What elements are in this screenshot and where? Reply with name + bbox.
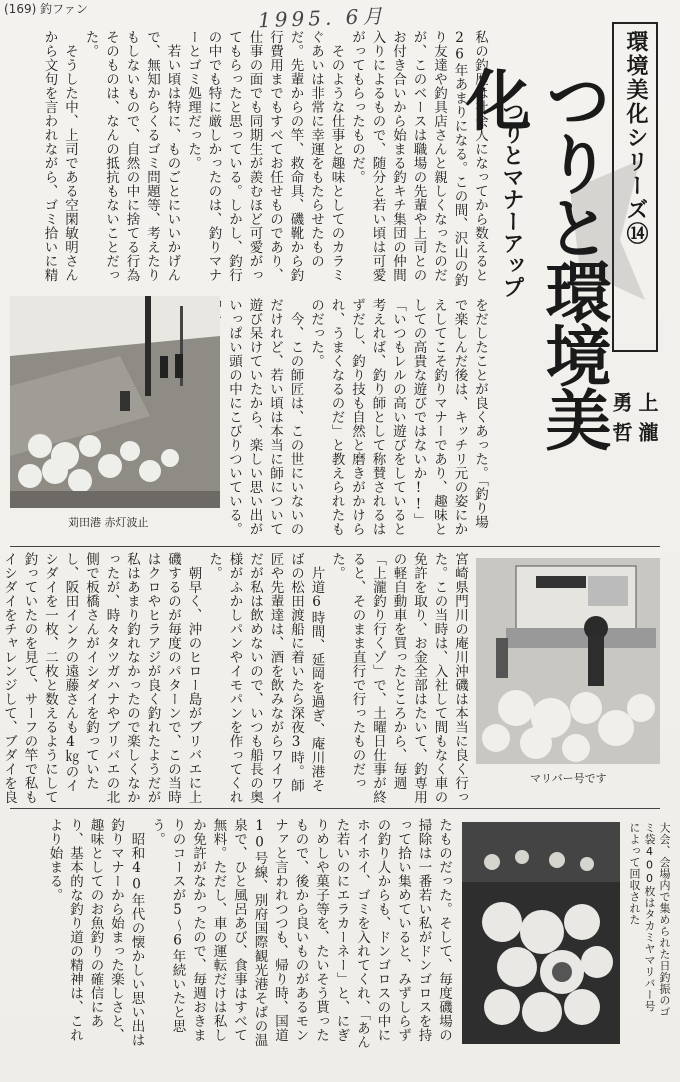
photo-caption-truck: マリバー号です bbox=[530, 772, 607, 785]
divider-lower bbox=[10, 808, 660, 809]
divider-upper bbox=[10, 546, 660, 547]
article-author: 上瀧 勇哲 bbox=[609, 392, 659, 452]
photo-caption-breakwater: 苅田港 赤灯波止 bbox=[68, 516, 149, 529]
photo-breakwater bbox=[10, 296, 220, 508]
body-text-upper-left: をだしたことが良くあった。「釣り場で楽しんだ後は、キッチリ元の姿にかえしてこそ釣りマナーであり、趣味としての高貴な遊びではないか!!」「いつもレルの高い遊びをしていると考えれば、釣り師として称賛されるはずだし、釣り技も自然と磨きがかけられ、うまくなるのだ」と教えられたものだった。 今、この師匠は、この世にいないのだけれど、若い頃は本当に師について遊び呆けていたから、楽しい思い出がいっぱい頭の中にこびりついている。 bbox=[226, 298, 488, 536]
body-text-lower: たものだった。そして、毎度磯場の掃除は一番若い私がドンゴロスを持って拾い集めていると、みずしらずの釣り人からも、ドンゴロスの中にホイホイ、ゴミを入れてくれ、「あんた若いのにエラカーネー」と、にぎりめしや菓子等を、たいそう貰ったもので、後から良いものがあるモンナァと言われつつも、帰り時、国道10号線、別府国際観光港そばの温泉で、ひと風呂あび、食事はすべて無料。ただし、車の運転だけは私しか免許がなかったので、毎週おきまりのコースが5～6年続いたと思う。 昭和40年代の懐かしい思い出は釣りマナーから始まった楽しさと、趣味としてのお魚釣りの確信にあり、基本的な釣り道の精神は、これより始まる。 bbox=[46, 818, 452, 1050]
photo-caption-garbage: 大会、会場内で集められた日釣振のゴミ袋400枚はタカミヤマリバー号によって回収された bbox=[628, 822, 671, 1018]
photo-truck bbox=[476, 558, 660, 764]
article-subtitle: つりとマナーアップ bbox=[499, 100, 524, 298]
handwritten-date: 1995. 6月 bbox=[257, 3, 387, 33]
article-title: つりと環境美化 bbox=[454, 66, 611, 450]
series-title: 環境美化シリーズ⑭ bbox=[612, 22, 658, 352]
body-text-middle: 宮崎県門川の庵川沖磯は本当に良く行った。この当時は、入社して間もなく車の免許を取り、お金全部はたいて、釣専用の軽自動車を買ったところから、毎週「上瀧釣り行くゾ」で、土曜日仕事が終ると、そのまま直行で行ったものだった。 片道6時間、延岡を過ぎ、庵川港そばの松田渡船に着いたら深夜3時。師匠や先輩達は、酒を飲みながらワイワイだが私は飲めないので、いつも船長の奥様がふかしパンやイモパンを作ってくれた。 朝早く、沖のヒロー島がブリバエに上磯するのが毎度のパターンで、この当時はクロやヒラアジが良く釣れたようだが私はあまり釣れなかったので楽しくなかったが、時々タツガハナやブリバエの北側で板橋さんがイシダイを釣っていたし、阪田インクの遠藤さんも4㎏のイシダイを一枚、二枚と数えるようにして釣っていたのを見て、サーフの竿で私もイシダイをチャレンジして、ブダイを良 bbox=[1, 552, 468, 804]
body-text-upper-right: 私の釣歴は社会人になってから数えると26年あまりになる。この間、沢山の釣り友達や釣具店さんと親しくなったのだが、このベースは職場の先輩や上司とのお付き合いから始まる釣キチ集団の仲間入りによるもので、随分と若い頃は可愛がってもらったものだ。 そのような仕事と趣味としてのカラミぐあいは非常に幸運をもたらせたものだ。先輩からの竿、救命具、磯靴から釣行費用までもすべてお任せものであり、仕事の面でも同期生が羨むほど可愛がってもらったと思っている。しかし、釣行の中でも特に厳しかったのは、釣りマナーとゴミ処理だった。 若い頃は特に、ものごとにいいかげんで、無知からくるゴミ問題等、考えたりもしないもので、自然の中に捨てる行為そのものは、なんの抵抗もないことだった。 そうした中、上司である空閑敏明さんから文句を言われながら、ゴミ拾いに精 bbox=[41, 30, 488, 287]
photo-garbage-bags bbox=[462, 822, 620, 1044]
page-header: (169) 釣ファン bbox=[4, 2, 88, 16]
